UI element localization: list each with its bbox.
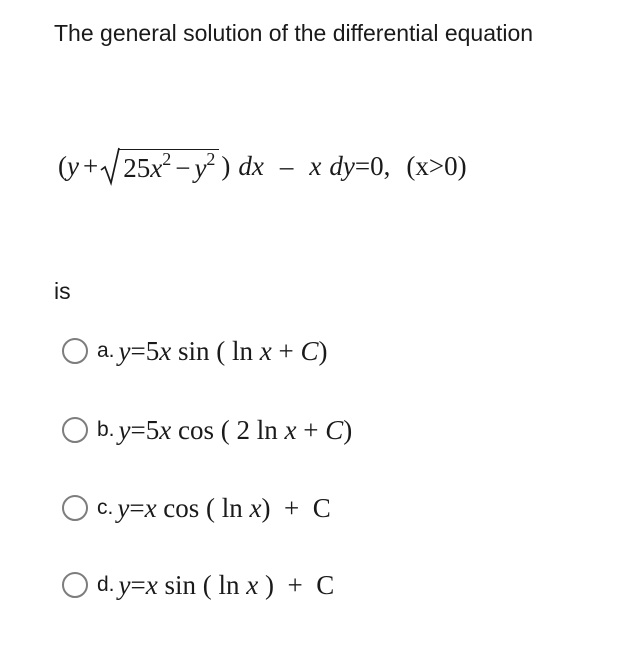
- question-prompt: The general solution of the differential equation: [54, 20, 534, 46]
- eq-equals-zero: =0,: [354, 150, 391, 181]
- option-b[interactable]: [62, 412, 352, 448]
- differential-equation: [58, 135, 467, 197]
- question-is-label: is: [54, 278, 71, 304]
- option-expression: y=x sin ( ln x ) + C: [118, 569, 335, 600]
- option-letter: d.: [97, 573, 115, 596]
- eq-y: y: [67, 150, 79, 181]
- eq-x: x: [309, 150, 322, 181]
- eq-rparen: ): [221, 150, 231, 181]
- option-c[interactable]: [62, 490, 331, 526]
- sqrt-expression: [100, 146, 219, 186]
- eq-dash: –: [279, 150, 294, 181]
- radio-button-d[interactable]: [62, 572, 88, 598]
- option-a[interactable]: [62, 333, 327, 369]
- eq-dx: dx: [238, 150, 264, 181]
- radio-button-b[interactable]: [62, 417, 88, 443]
- radio-button-a[interactable]: [62, 338, 88, 364]
- option-d[interactable]: [62, 567, 334, 603]
- option-expression: y=5x sin ( ln x + C): [118, 335, 328, 366]
- option-letter: b.: [97, 418, 115, 441]
- radicand: $25x^2 - y^2$: [119, 149, 219, 184]
- eq-dy: dy: [329, 150, 355, 181]
- eq-plus: +: [82, 150, 99, 181]
- option-letter: c.: [97, 496, 114, 519]
- radical-sign-icon: [100, 146, 120, 186]
- radio-button-c[interactable]: [62, 495, 88, 521]
- option-expression: y=x cos ( ln x) + C: [117, 492, 331, 523]
- eq-lparen: (: [58, 150, 67, 181]
- option-letter: a.: [97, 339, 115, 362]
- eq-condition: (x>0): [406, 150, 467, 181]
- option-expression: y=5x cos ( 2 ln x + C): [118, 414, 353, 445]
